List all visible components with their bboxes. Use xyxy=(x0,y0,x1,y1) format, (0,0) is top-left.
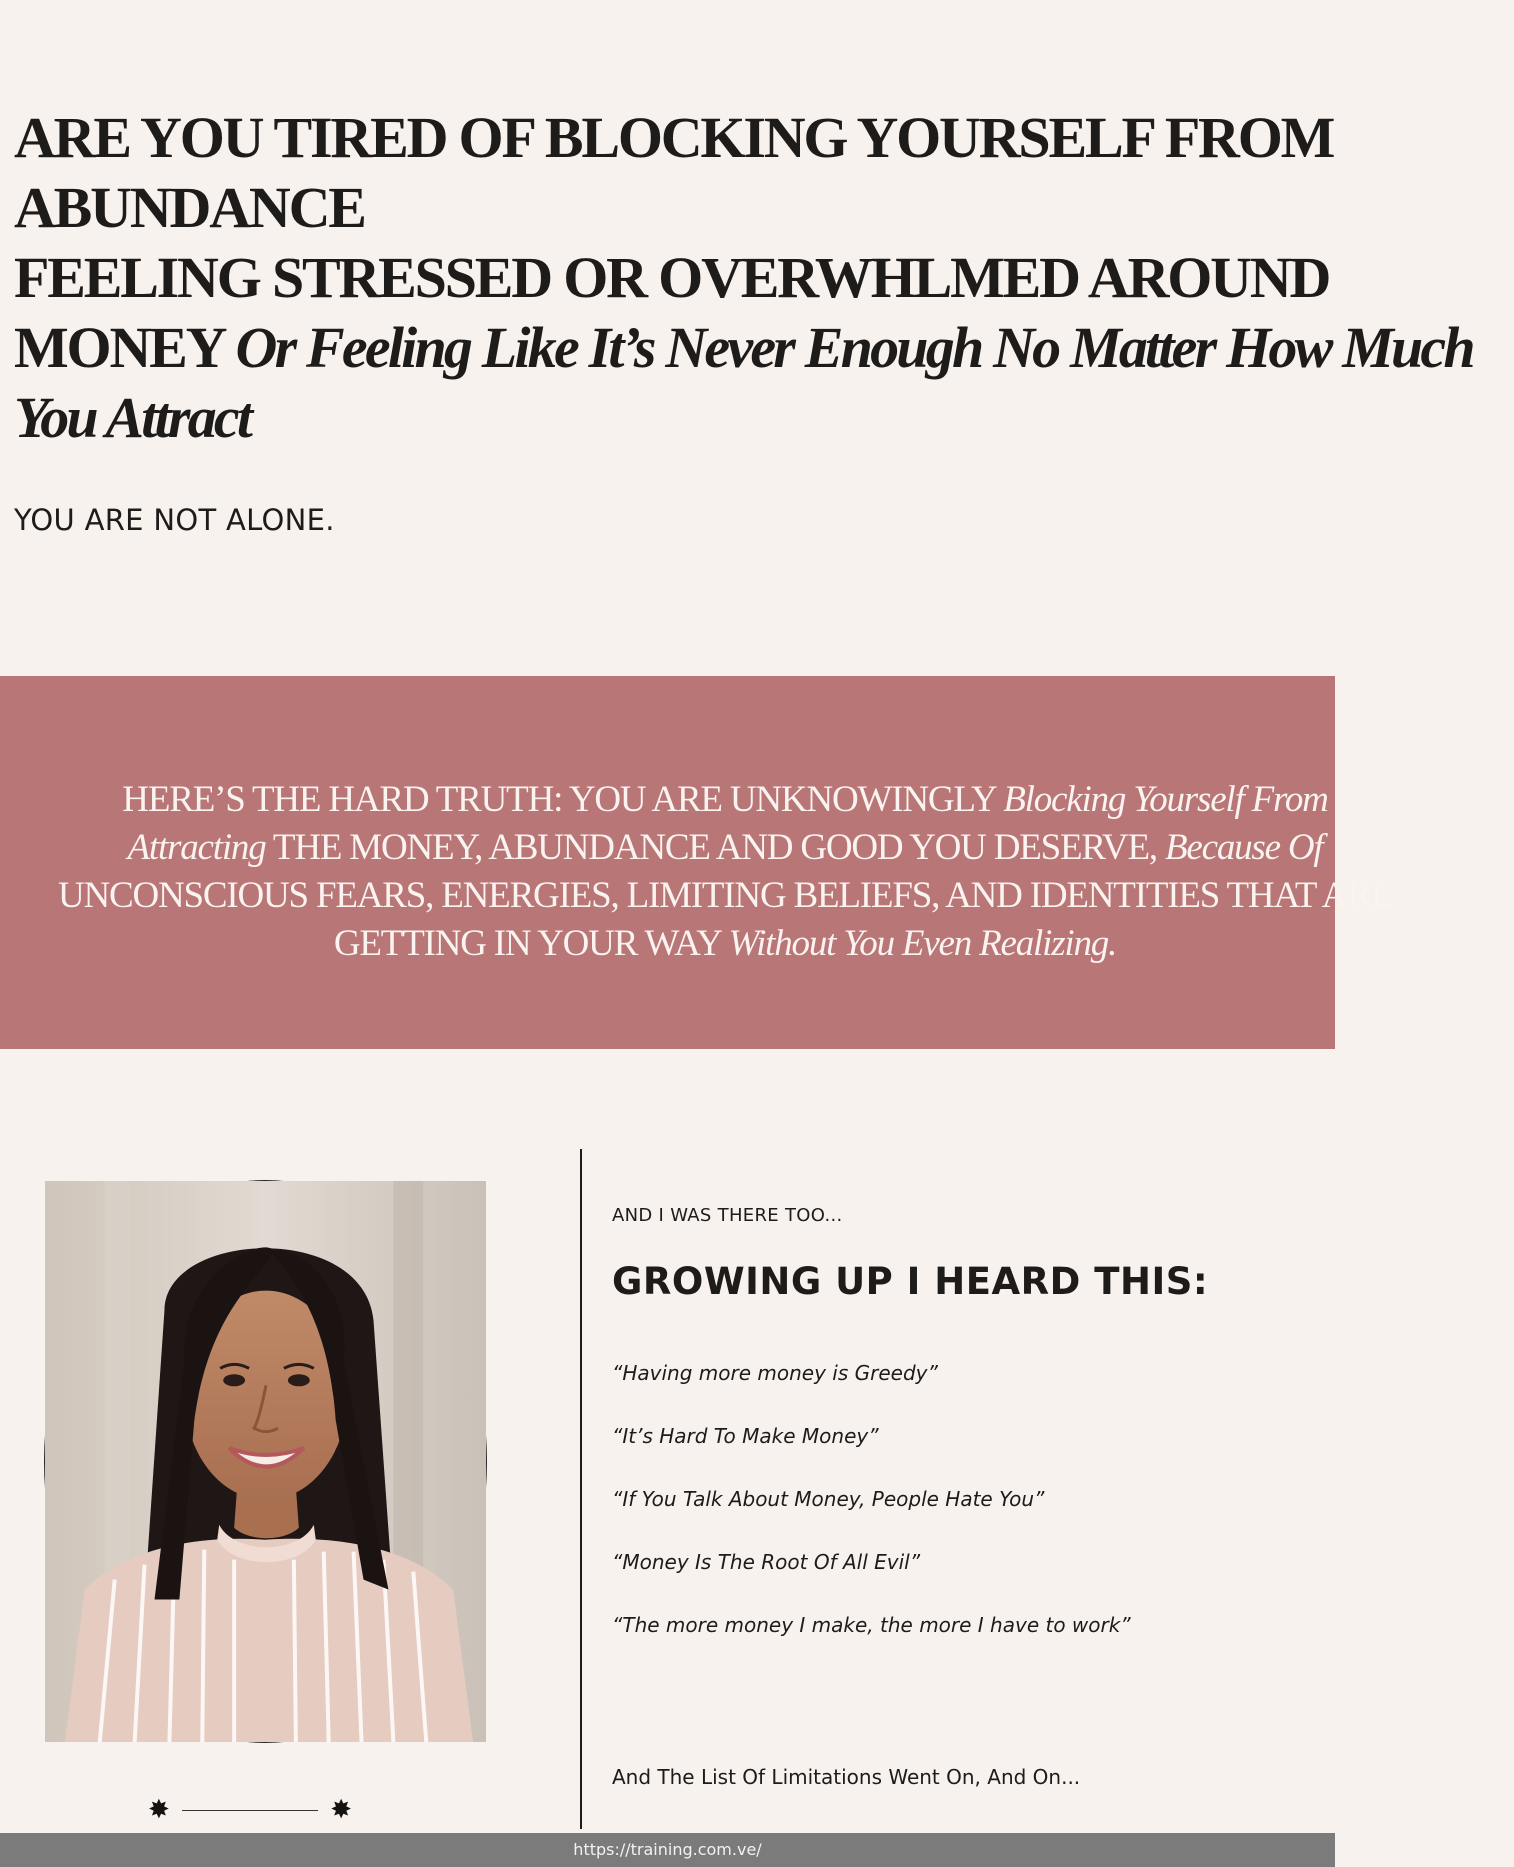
status-bar xyxy=(0,1833,1335,1867)
star-icon: ✸ xyxy=(148,1795,170,1825)
hero-headline xyxy=(14,103,1514,453)
truth-caps-text: HERE’S THE HARD TRUTH: YOU ARE UNKNOWINGLY xyxy=(122,779,996,820)
truth-italic-text: Attracting xyxy=(127,827,266,868)
story-eyebrow: AND I WAS THERE TOO... xyxy=(612,1205,843,1226)
truth-line xyxy=(0,824,1450,872)
quote-item: “It’s Hard To Make Money” xyxy=(612,1424,879,1448)
quote-item: “The more money I make, the more I have to work” xyxy=(612,1613,1131,1637)
truth-band xyxy=(0,676,1392,1049)
quote-item: “If You Talk About Money, People Hate You” xyxy=(612,1487,1045,1511)
truth-caps-text: THE MONEY, ABUNDANCE AND GOOD YOU DESERVE, xyxy=(272,827,1157,868)
truth-line: UNCONSCIOUS FEARS, ENERGIES, LIMITING BELIEFS, AND IDENTITIES THAT ARE xyxy=(57,875,1392,916)
quote-list xyxy=(612,1361,1312,1676)
headline-caps-text: MONEY xyxy=(14,315,224,380)
truth-statement xyxy=(0,776,1450,968)
headline-line: FEELING STRESSED OR OVERWHLMED AROUND xyxy=(14,245,1330,310)
hero-section xyxy=(0,0,1473,676)
truth-line xyxy=(0,920,1450,968)
story-closing: And The List Of Limitations Went On, And On... xyxy=(612,1765,1081,1789)
truth-line xyxy=(0,776,1450,824)
story-heading: GROWING UP I HEARD THIS: xyxy=(612,1260,1209,1303)
truth-italic-text: Because Of xyxy=(1164,827,1323,868)
portrait-illustration xyxy=(45,1181,486,1742)
headline-italic-text: Or Feeling Like It’s Never Enough No Matter How Much xyxy=(235,315,1473,380)
truth-italic-text: Without You Even Realizing. xyxy=(728,923,1117,964)
status-url[interactable]: https://training.com.ve/ xyxy=(573,1840,762,1859)
quote-item: “Having more money is Greedy” xyxy=(612,1361,938,1385)
headline-line xyxy=(14,313,1514,383)
star-icon: ✸ xyxy=(330,1795,352,1825)
vertical-divider xyxy=(580,1149,582,1829)
truth-italic-text: Blocking Yourself From xyxy=(1003,779,1328,820)
headline-italic-line: You Attract xyxy=(14,385,251,450)
story-section xyxy=(612,1205,1312,1789)
star-divider xyxy=(148,1795,352,1825)
divider-rule xyxy=(182,1810,318,1811)
portrait-photo xyxy=(44,1180,487,1743)
headline-line: ABUNDANCE xyxy=(14,175,365,240)
hero-subheading: YOU ARE NOT ALONE. xyxy=(14,503,335,537)
truth-caps-text: GETTING IN YOUR WAY xyxy=(333,923,721,964)
quote-item: “Money Is The Root Of All Evil” xyxy=(612,1550,921,1574)
headline-line: ARE YOU TIRED OF BLOCKING YOURSELF FROM xyxy=(14,105,1334,170)
